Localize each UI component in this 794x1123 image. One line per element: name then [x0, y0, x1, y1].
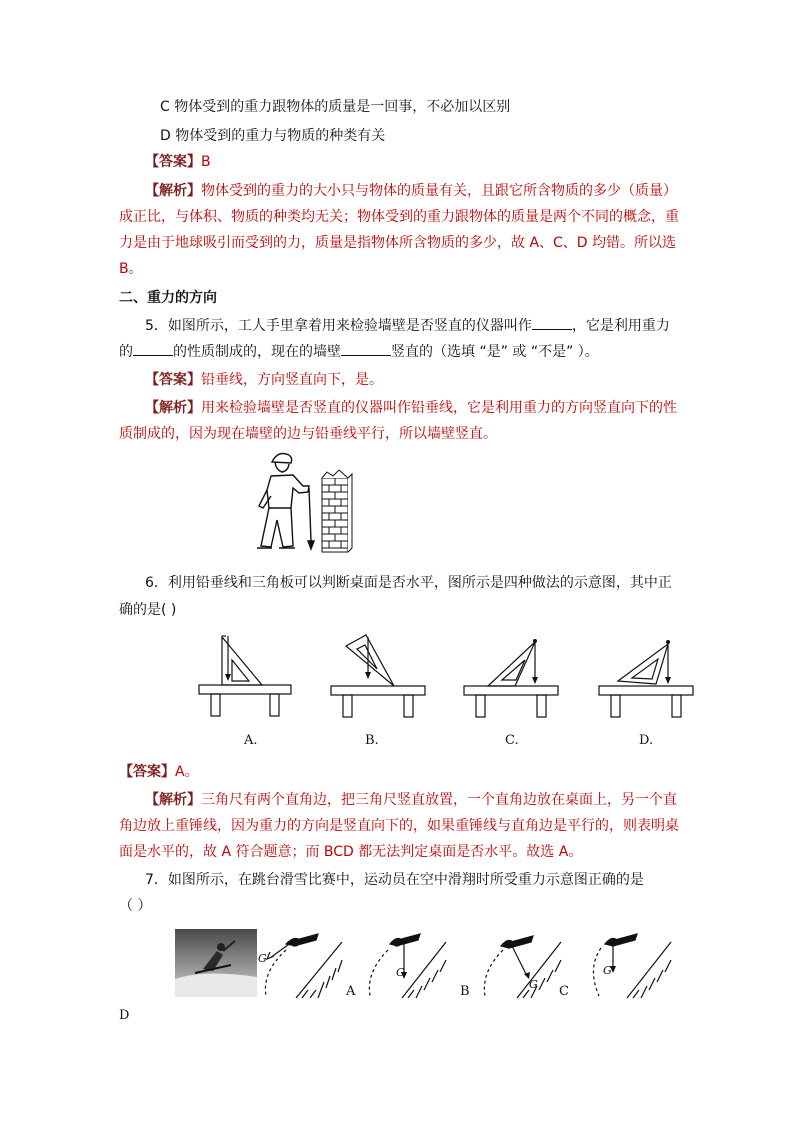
table-diagram-d — [598, 634, 694, 718]
q5-text-1b: ，它是利用重力 — [571, 318, 670, 334]
answer-tag: 【答案】 — [145, 372, 201, 388]
q7-option-a: A — [346, 984, 356, 999]
fill-blank-2 — [133, 341, 173, 356]
q5-analysis-line-2: 质制成的，因为现在墙壁的边与铅垂线平行，所以墙壁竖直。 — [119, 426, 497, 442]
option-label-c: C. — [505, 733, 519, 748]
analysis-tag: 【解析】 — [145, 400, 201, 416]
q6-line-2: 确的是( ) — [119, 602, 177, 618]
option-label-d: D. — [639, 733, 654, 748]
q5-text-2b: 的性质制成的，现在的墙壁 — [173, 344, 341, 360]
table-diagram-a — [198, 634, 292, 718]
q5-line-2 — [119, 341, 599, 362]
q5-text-2a: 的 — [119, 344, 133, 360]
analysis-text: 物体受到的重力的大小只与物体的质量有关，且跟它所含物质的多少（质量） — [201, 183, 677, 199]
q5-line-1 — [145, 315, 670, 336]
gravity-diagram-b — [475, 928, 567, 1000]
q4-analysis-line-3: 力是由于地球吸引而受到的力，质量是指物体所含物质的多少，故 A、C、D 均错。所以选 — [119, 235, 677, 251]
q4-option-c: C 物体受到的重力跟物体的质量是一回事，不必加以区别 — [160, 99, 511, 115]
worker-plumb-line-figure — [245, 448, 360, 558]
answer-text: A。 — [175, 764, 199, 780]
answer-text: B — [201, 154, 211, 170]
analysis-text: 用来检验墙壁是否竖直的仪器叫作铅垂线，它是利用重力的方向竖直向下的性 — [201, 400, 677, 416]
q7-option-b: B — [460, 984, 470, 999]
force-label: G — [258, 952, 267, 965]
q7-line-1: 7．如图所示，在跳台滑雪比赛中，运动员在空中滑翔时所受重力示意图正确的是 — [145, 872, 644, 888]
option-label-a: A. — [244, 733, 258, 748]
q4-analysis-line-4: B。 — [119, 261, 143, 277]
q6-analysis-line-3: 面是水平的，故 A 符合题意；而 BCD 都无法判定桌面是否水平。故选 A。 — [119, 844, 583, 860]
table-diagram-b — [330, 634, 426, 718]
q5-analysis-line-1 — [145, 398, 677, 418]
analysis-tag: 【解析】 — [145, 183, 201, 199]
analysis-text: 三角尺有两个直角边，把三角尺竖直放置，一个直角边放在桌面上，另一个直 — [201, 792, 677, 808]
fill-blank-1 — [532, 315, 572, 330]
force-label: G — [396, 966, 405, 979]
q4-answer — [145, 152, 211, 172]
q6-analysis-line-2: 角边放上重锤线，因为重力的方向是竖直向下的，如果重锤线与直角边是平行的，则表明桌 — [119, 818, 679, 834]
q5-text-2c: 竖直的（选填 “是” 或 “不是” ）。 — [391, 344, 599, 360]
q4-analysis-line-1 — [145, 181, 677, 201]
gravity-diagram-1 — [256, 928, 348, 1000]
analysis-tag: 【解析】 — [145, 792, 201, 808]
gravity-diagram-a — [358, 928, 450, 1000]
q6-answer — [119, 762, 199, 782]
q5-answer — [145, 370, 383, 390]
q5-text-1a: 5．如图所示，工人手里拿着用来检验墙壁是否竖直的仪器叫作 — [145, 318, 532, 334]
force-label: G — [529, 978, 538, 991]
q7-option-c: C — [559, 984, 569, 999]
gravity-diagram-c — [585, 928, 677, 1000]
q6-line-1: 6．利用铅垂线和三角板可以判断桌面是否水平，图所示是四种做法的示意图，其中正 — [145, 575, 672, 591]
q7-option-d: D — [119, 1008, 130, 1023]
table-diagram-c — [463, 634, 559, 718]
section-title: 二、重力的方向 — [119, 290, 217, 306]
option-label-b: B. — [365, 733, 379, 748]
q4-analysis-line-2: 成正比，与体积、物质的种类均无关；物体受到的重力跟物体的质量是两个不同的概念，重 — [119, 209, 679, 225]
answer-text: 铅垂线，方向竖直向下，是。 — [201, 372, 383, 388]
ski-jumper-photo — [175, 929, 257, 997]
force-label: G — [603, 964, 612, 977]
fill-blank-3 — [341, 341, 391, 356]
q7-line-2: （ ） — [119, 898, 152, 914]
q4-option-d: D 物体受到的重力与物质的种类有关 — [160, 128, 386, 144]
answer-tag: 【答案】 — [145, 154, 201, 170]
q6-analysis-line-1 — [145, 790, 677, 810]
answer-tag: 【答案】 — [119, 764, 175, 780]
